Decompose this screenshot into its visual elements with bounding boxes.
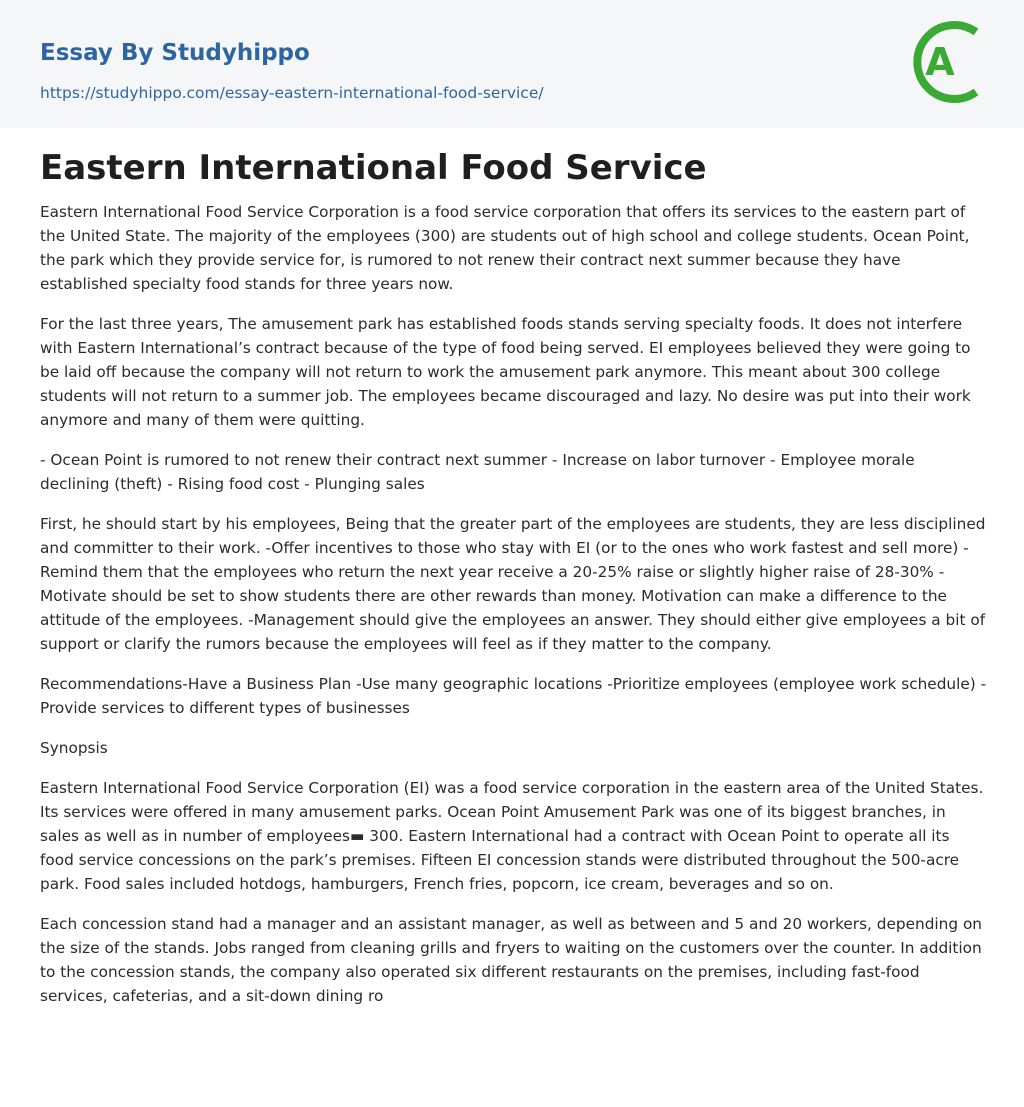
essay-paragraph: Eastern International Food Service Corporation is a food service corporation that offers its services to the eastern part of the United State. The majority of the employees (300) are students out of high school and college students. Ocean Point, the park which they provide service for, is rumored to not renew their contract next summer because they have established specialty food stands for three years now. (40, 203, 970, 293)
essay-paragraph: Eastern International Food Service Corporation (EI) was a food service corporation in the eastern area of the United States. Its services were offered in many amusement parks. Ocean Point Amusement Park was one of its biggest branches, in sales as well as in number of employees▬ 300. Eastern International had a contract with Ocean Point to operate all its food service concessions on the park’s premises. Fifteen EI concession stands were distributed throughout the 500-acre park. Food sales included hotdogs, hamburgers, French fries, popcorn, ice cream, beverages and so on. (40, 779, 984, 893)
essay-paragraph: - Ocean Point is rumored to not renew their contract next summer - Increase on labor turnover - Employee morale declining (theft) - Rising food cost - Plunging sales (40, 451, 915, 493)
studyhippo-logo-icon[interactable] (906, 18, 990, 106)
brand-title[interactable]: Essay By Studyhippo (40, 40, 310, 66)
source-url-link[interactable]: https://studyhippo.com/essay-eastern-international-food-service/ (40, 84, 544, 102)
essay-paragraph: Each concession stand had a manager and an assistant manager, as well as between and 5 and 20 workers, depending on the size of the stands. Jobs ranged from cleaning grills and fryers to waiting on the customers over the counter. In addition to the concession stands, the company also operated six different restaurants on the premises, including fast-food services, cafeterias, and a sit-down dining ro (40, 915, 983, 1005)
section-heading-synopsis: Synopsis (40, 739, 108, 757)
essay-paragraph: First, he should start by his employees, Being that the greater part of the employees are students, they are less disciplined and committer to their work. -Offer incentives to those who stay with EI (or to the ones who work fastest and sell more) -Remind them that the employees who return the next year receive a 20-25% raise or slightly higher raise of 28-30% -Motivate should be set to show students there are other rewards than money. Motivation can make a difference to the attitude of the employees. -Management should give the employees an answer. They should either give employees a bit of support or clarify the rumors because the employees will feel as if they matter to the company. (40, 515, 986, 653)
essay-paragraph: For the last three years, The amusement park has established foods stands serving specialty foods. It does not interfere with Eastern International’s contract because of the type of food being served. EI employees believed they were going to be laid off because the company will not return to work the amusement park anymore. This meant about 300 college students will not return to a summer job. The employees became discouraged and lazy. No desire was put into their work anymore and many of them were quitting. (40, 315, 971, 429)
essay-content (40, 142, 988, 1024)
logo-letter: A (925, 40, 955, 84)
site-header (0, 0, 1024, 128)
essay-paragraph: Recommendations-Have a Business Plan -Use many geographic locations -Prioritize employees (employee work schedule) -Provide services to different types of businesses (40, 675, 987, 717)
essay-title: Eastern International Food Service (40, 148, 707, 188)
